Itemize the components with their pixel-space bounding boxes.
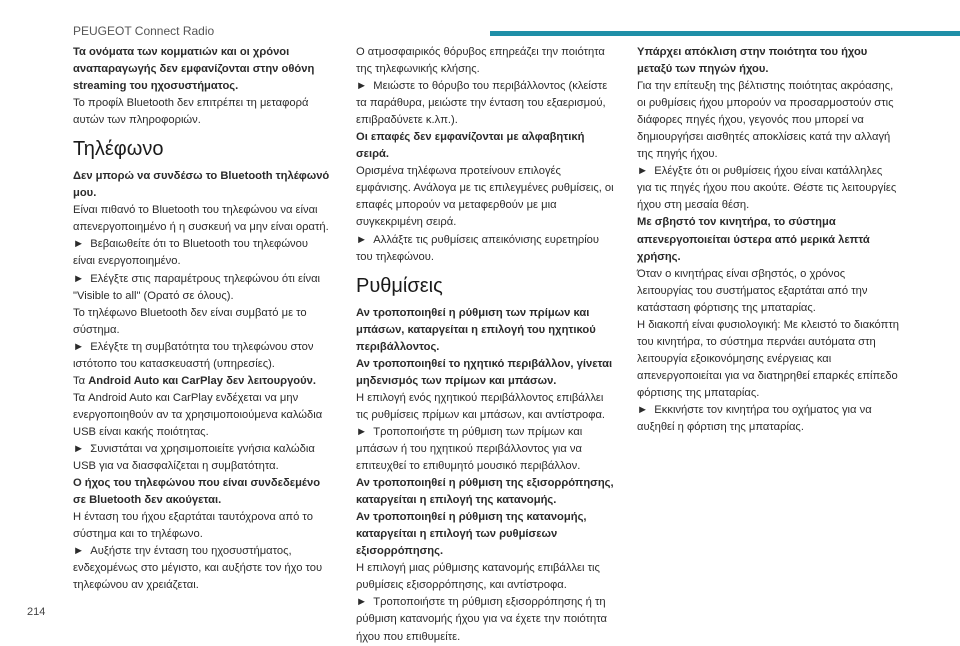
column-2: [356, 44, 618, 646]
action-item: ► Βεβαιωθείτε ότι το Bluetooth του τηλεφώνου είναι ενεργοποιημένο.: [73, 236, 331, 270]
question-prefix: Τα: [73, 374, 89, 387]
header-accent-bar: [490, 31, 960, 36]
action-item: ► Εκκινήστε τον κινητήρα του οχήματος για να αυξηθεί η φόρτιση της μπαταρίας.: [637, 402, 899, 436]
answer: Τα Android Auto και CarPlay ενδέχεται να μην ενεργοποιηθούν αν τα χρησιμοποιούμενα καλώδια USB είναι κακής ποιότητας.: [73, 391, 323, 438]
question: Αν τροποποιηθεί η ρύθμιση των πρίμων και μπάσων, καταργείται η επιλογή του ηχητικού περιβάλλοντος.: [356, 306, 596, 353]
action-item: ► Τροποποιήστε τη ρύθμιση εξισορρόπησης ή τη ρύθμιση κατανομής ήχου για να έχετε την ποιότητα ήχου που επιθυμείτε.: [356, 594, 618, 645]
column-3: [637, 44, 899, 436]
question: Αν τροποποιηθεί το ηχητικό περιβάλλον, γίνεται μηδενισμός των πρίμων και μπάσων.: [356, 357, 613, 387]
question: [73, 373, 331, 390]
answer: Ο ατμοσφαιρικός θόρυβος επηρεάζει την ποιότητα της τηλεφωνικής κλήσης.: [356, 46, 605, 76]
question: Τα ονόματα των κομματιών και οι χρόνοι αναπαραγωγής δεν εμφανίζονται στην οθόνη streaming του ηχοσυστήματος.: [73, 46, 315, 93]
action-item: ► Ελέγξτε στις παραμέτρους τηλεφώνου ότι είναι "Visible to all" (Ορατό σε όλους).: [73, 271, 331, 305]
action-item: ► Αλλάξτε τις ρυθμίσεις απεικόνισης ευρετηρίου του τηλεφώνου.: [356, 232, 618, 266]
section-heading-phone: Τηλέφωνο: [73, 138, 164, 161]
answer: Η επιλογή μιας ρύθμισης κατανομής επιβάλλει τις ρυθμίσεις εξισορρόπησης, και αντίστροφα.: [356, 562, 600, 592]
question-bold: Android Auto και CarPlay δεν λειτουργούν.: [88, 374, 316, 387]
action-item: ► Ελέγξτε τη συμβατότητα του τηλεφώνου στον ιστότοπο του κατασκευαστή (υπηρεσίες).: [73, 339, 331, 373]
action-item: ► Μειώστε το θόρυβο του περιβάλλοντος (κλείστε τα παράθυρα, μειώστε την ένταση του εξαερισμού, επιβραδύνετε κ.λπ.).: [356, 78, 618, 129]
answer: Όταν ο κινητήρας είναι σβηστός, ο χρόνος λειτουργίας του συστήματος εξαρτάται από την κατάσταση φόρτισης της μπαταρίας.: [637, 267, 868, 314]
action-item: ► Συνιστάται να χρησιμοποιείτε γνήσια καλώδια USB για να διασφαλίζεται η συμβατότητα.: [73, 441, 331, 475]
question: Υπάρχει απόκλιση στην ποιότητα του ήχου μεταξύ των πηγών ήχου.: [637, 46, 868, 76]
answer: Η επιλογή ενός ηχητικού περιβάλλοντος επιβάλλει τις ρυθμίσεις πρίμων και μπάσων, και αντίστροφα.: [356, 391, 606, 421]
answer: Η ένταση του ήχου εξαρτάται ταυτόχρονα από το σύστημα και το τηλέφωνο.: [73, 511, 313, 541]
question: Αν τροποποιηθεί η ρύθμιση της εξισορρόπησης, καταργείται η επιλογή της κατανομής.: [356, 477, 614, 507]
column-1: [73, 44, 331, 594]
question: Με σβηστό τον κινητήρα, το σύστημα απενεργοποιείται ύστερα από μερικά λεπτά χρήσης.: [637, 216, 870, 263]
answer: Η διακοπή είναι φυσιολογική: Με κλειστό το διακόπτη του κινητήρα, το σύστημα περνάει αυτόματα στη λειτουργία εξοικονόμησης ενέργειας και απενεργοποιείται για να διατηρηθεί επαρκές επίπεδο φόρτισης της μπαταρίας.: [637, 318, 899, 399]
page-number: 214: [27, 606, 46, 618]
answer: Το προφίλ Bluetooth δεν επιτρέπει τη μεταφορά αυτών των πληροφοριών.: [73, 97, 309, 127]
question: Ο ήχος του τηλεφώνου που είναι συνδεδεμένο σε Bluetooth δεν ακούγεται.: [73, 477, 321, 507]
section-heading-settings: Ρυθμίσεις: [356, 274, 443, 297]
answer: Ορισμένα τηλέφωνα προτείνουν επιλογές εμφάνισης. Ανάλογα με τις επιλεγμένες ρυθμίσεις, οι επαφές μπορούν να μεταφερθούν με μια συγκεκριμένη σειρά.: [356, 165, 614, 229]
question: Αν τροποποιηθεί η ρύθμιση της κατανομής, καταργείται η επιλογή των ρυθμίσεων εξισορρόπησης.: [356, 511, 587, 558]
question: Οι επαφές δεν εμφανίζονται με αλφαβητική σειρά.: [356, 131, 585, 161]
answer: Είναι πιθανό το Bluetooth του τηλεφώνου να είναι απενεργοποιημένο ή η συσκευή να μην είναι ορατή.: [73, 204, 329, 234]
action-item: ► Τροποποιήστε τη ρύθμιση των πρίμων και μπάσων ή του ηχητικού περιβάλλοντος για να επιτευχθεί το επιθυμητό μουσικό περιβάλλον.: [356, 424, 618, 475]
header-title: PEUGEOT Connect Radio: [73, 24, 215, 38]
action-item: ► Ελέγξτε ότι οι ρυθμίσεις ήχου είναι κατάλληλες για τις πηγές ήχου που ακούτε. Θέστε τις λειτουργίες ήχου στη μεσαία θέση.: [637, 163, 899, 214]
action-item: ► Αυξήστε την ένταση του ηχοσυστήματος, ενδεχομένως στο μέγιστο, και αυξήστε τον ήχο του τηλεφώνου αν χρειάζεται.: [73, 543, 331, 594]
question: Δεν μπορώ να συνδέσω το Bluetooth τηλέφωνό μου.: [73, 170, 330, 200]
answer: Το τηλέφωνο Bluetooth δεν είναι συμβατό με το σύστημα.: [73, 306, 307, 336]
answer: Για την επίτευξη της βέλτιστης ποιότητας ακρόασης, οι ρυθμίσεις ήχου μπορούν να προσαρμοστούν στις διάφορες πηγές ήχου, γεγονός που μπορεί να δημιουργήσει αισθητές αποκλίσεις κατά την αλλαγή της πηγής ήχου.: [637, 80, 894, 161]
